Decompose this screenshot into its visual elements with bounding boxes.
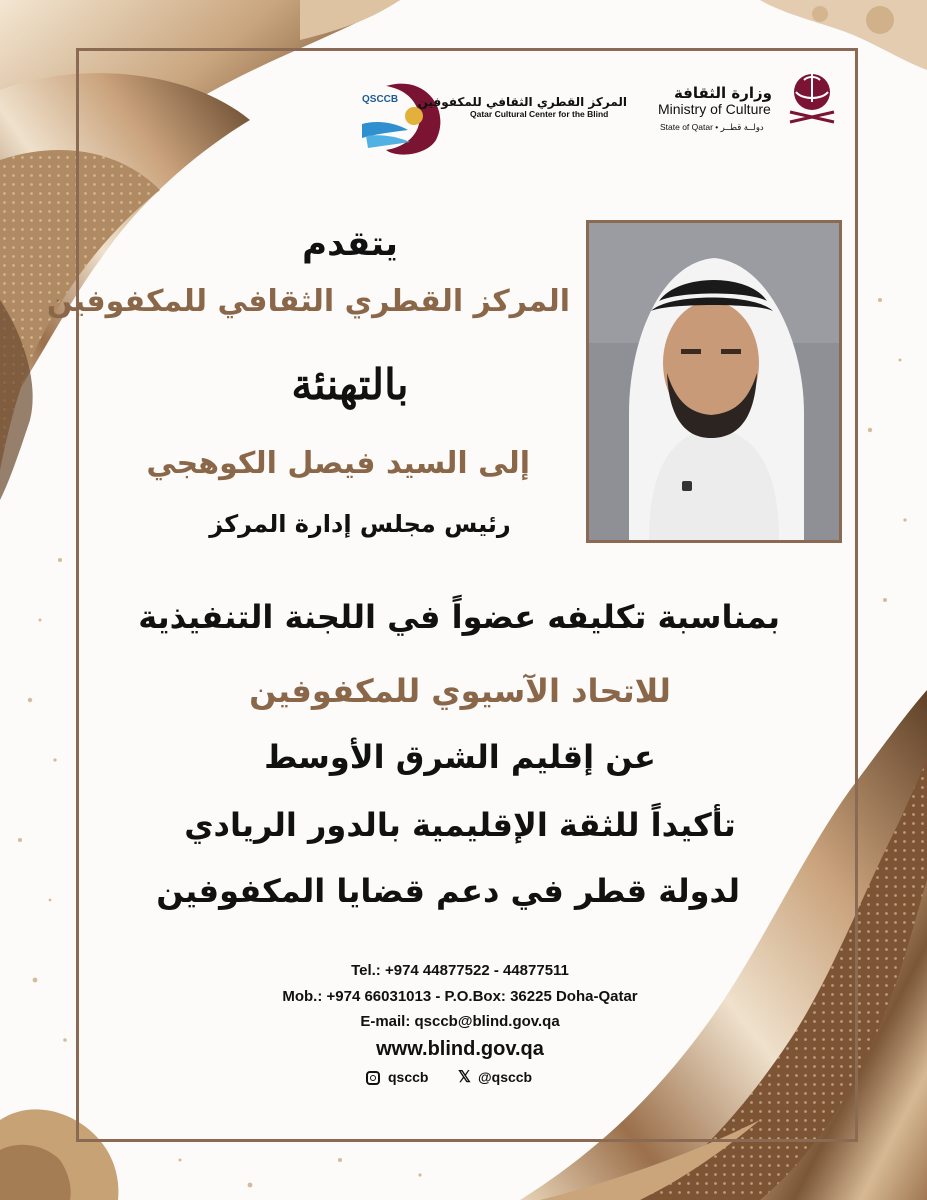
contact-website[interactable]: www.blind.gov.qa — [376, 1038, 544, 1060]
occasion-line-2: للاتحاد الآسيوي للمكفوفين — [249, 672, 671, 710]
headline-center-name: المركز القطري الثقافي للمكفوفين — [46, 284, 570, 319]
occasion-line-5: لدولة قطر في دعم قضايا المكفوفين — [156, 872, 740, 910]
center-name-ar: المركز القطري الثقافي للمكفوفين — [417, 95, 627, 109]
occasion-line-1: بمناسبة تكليفه عضواً في اللجنة التنفيذية — [138, 598, 780, 636]
qsccb-logo — [356, 80, 448, 156]
portrait-image — [589, 223, 839, 540]
contact-tel: Tel.: +974 44877522 - 44877511 — [351, 962, 569, 979]
x-icon[interactable]: 𝕏 — [458, 1069, 471, 1086]
headline-congratulations: بالتهنئة — [291, 360, 409, 409]
portrait-photo — [586, 220, 842, 543]
x-handle[interactable]: @qsccb — [478, 1069, 533, 1085]
headline-presents: يتقدم — [302, 224, 398, 264]
ministry-name-ar: وزارة الثقافة — [673, 84, 772, 102]
ministry-state: State of Qatar • دولــة قطــر — [660, 122, 764, 132]
contact-mob: Mob.: +974 66031013 - P.O.Box: 36225 Doha-Qatar — [282, 988, 638, 1005]
instagram-handle[interactable]: qsccb — [388, 1069, 429, 1085]
center-name-en: Qatar Cultural Center for the Blind — [470, 109, 609, 119]
occasion-line-3: عن إقليم الشرق الأوسط — [264, 738, 656, 776]
occasion-line-4: تأكيداً للثقة الإقليمية بالدور الريادي — [184, 806, 736, 844]
recipient-title: رئيس مجلس إدارة المركز — [209, 510, 511, 538]
ministry-emblem — [782, 62, 842, 132]
qatar-emblem-icon — [782, 62, 842, 132]
instagram-icon[interactable] — [366, 1071, 380, 1085]
qsccb-emblem-icon — [356, 80, 448, 156]
ministry-name-en: Ministry of Culture — [658, 101, 771, 117]
social-links — [366, 1069, 566, 1091]
recipient-name: إلى السيد فيصل الكوهجي — [146, 446, 530, 481]
contact-email: E-mail: qsccb@blind.gov.qa — [360, 1013, 560, 1030]
qsccb-abbr: QSCCB — [362, 94, 399, 105]
